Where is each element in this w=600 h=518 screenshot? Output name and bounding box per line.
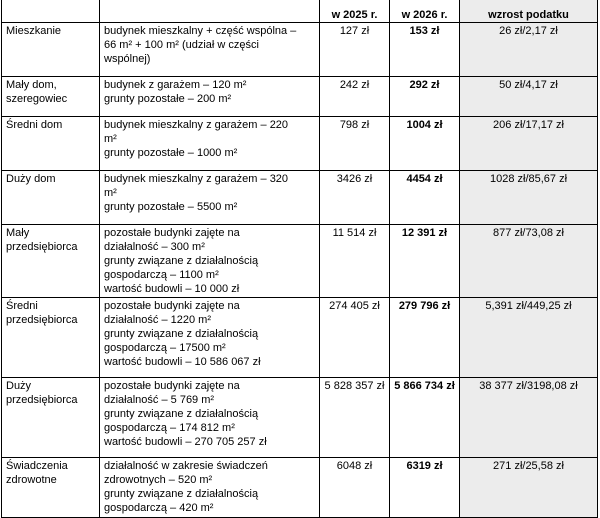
row-tax-2026: 1004 zł: [390, 117, 460, 171]
row-description: [100, 225, 320, 298]
row-description: [100, 378, 320, 458]
description-line: wartość budowli – 10 586 067 zł: [104, 356, 261, 368]
description-line: budynek mieszkalny + część wspólna –: [104, 25, 297, 37]
row-tax-2026: 6319 zł: [390, 458, 460, 518]
header-increase: wzrost podatku: [460, 0, 598, 23]
row-object-type: Średni przedsiębiorca: [2, 298, 100, 378]
table-row: [2, 23, 598, 77]
row-description: [100, 77, 320, 117]
row-object-type: Mieszkanie: [2, 23, 100, 77]
description-line: działalność – 5 769 m²: [104, 394, 215, 406]
description-line: pozostałe budynki zajęte na: [104, 300, 240, 312]
description-line: m²: [104, 187, 117, 199]
description-line: 66 m² + 100 m² (udział w części: [104, 39, 259, 51]
description-line: działalność – 300 m²: [104, 241, 205, 253]
description-line: wspólnej): [104, 53, 151, 65]
table-header-row: [2, 0, 598, 23]
row-tax-2025: 274 405 zł: [320, 298, 390, 378]
row-description: [100, 171, 320, 225]
description-line: grunty związane z działalnością: [104, 255, 259, 267]
row-description: [100, 117, 320, 171]
table-row: [2, 458, 598, 518]
row-tax-2026: 12 391 zł: [390, 225, 460, 298]
header-description: [100, 0, 320, 23]
row-tax-2026: 279 796 zł: [390, 298, 460, 378]
description-line: gospodarczą – 420 m²: [104, 502, 214, 514]
description-line: wartość budowli – 10 000 zł: [104, 283, 240, 295]
row-tax-2025: 5 828 357 zł: [320, 378, 390, 458]
description-line: budynek mieszkalny z garażem – 220: [104, 119, 289, 131]
row-description: [100, 23, 320, 77]
table-row: [2, 117, 598, 171]
description-line: gospodarczą – 17500 m²: [104, 342, 226, 354]
row-tax-increase: 877 zł/73,08 zł: [460, 225, 598, 298]
description-line: działalność – 1220 m²: [104, 314, 212, 326]
row-tax-2025: 242 zł: [320, 77, 390, 117]
row-object-type: Mały dom, szeregowiec: [2, 77, 100, 117]
row-tax-2025: 798 zł: [320, 117, 390, 171]
description-line: pozostałe budynki zajęte na: [104, 380, 240, 392]
description-line: budynek mieszkalny z garażem – 320: [104, 173, 289, 185]
description-line: wartość budowli – 270 705 257 zł: [104, 436, 267, 448]
description-line: m²: [104, 133, 117, 145]
row-tax-increase: 5,391 zł/449,25 zł: [460, 298, 598, 378]
header-2026: w 2026 r.: [390, 0, 460, 23]
description-line: budynek z garażem – 120 m²: [104, 79, 247, 91]
row-tax-increase: 206 zł/17,17 zł: [460, 117, 598, 171]
row-tax-increase: 271 zł/25,58 zł: [460, 458, 598, 518]
description-line: grunty związane z działalnością: [104, 328, 259, 340]
row-tax-increase: 50 zł/4,17 zł: [460, 77, 598, 117]
row-object-type: Świadczenia zdrowotne: [2, 458, 100, 518]
table-row: [2, 225, 598, 298]
description-line: grunty związane z działalnością: [104, 408, 259, 420]
tax-comparison-table: [1, 0, 598, 518]
row-tax-2026: 292 zł: [390, 77, 460, 117]
table-row: [2, 77, 598, 117]
description-line: zdrowotnych – 520 m²: [104, 474, 213, 486]
row-tax-2025: 6048 zł: [320, 458, 390, 518]
row-tax-increase: 1028 zł/85,67 zł: [460, 171, 598, 225]
description-line: grunty pozostałe – 1000 m²: [104, 147, 238, 159]
description-line: działalność w zakresie świadczeń: [104, 460, 268, 472]
description-line: pozostałe budynki zajęte na: [104, 227, 240, 239]
description-line: gospodarczą – 1100 m²: [104, 269, 219, 281]
header-2025: w 2025 r.: [320, 0, 390, 23]
row-object-type: Duży przedsiębiorca: [2, 378, 100, 458]
row-description: [100, 298, 320, 378]
row-tax-increase: 38 377 zł/3198,08 zł: [460, 378, 598, 458]
row-tax-2026: 153 zł: [390, 23, 460, 77]
row-object-type: Duży dom: [2, 171, 100, 225]
description-line: gospodarczą – 174 812 m²: [104, 422, 235, 434]
description-line: grunty pozostałe – 5500 m²: [104, 201, 238, 213]
table-row: [2, 378, 598, 458]
table-row: [2, 298, 598, 378]
row-tax-2026: 4454 zł: [390, 171, 460, 225]
description-line: grunty związane z działalnością: [104, 488, 259, 500]
row-tax-2025: 127 zł: [320, 23, 390, 77]
row-description: [100, 458, 320, 518]
row-tax-2025: 11 514 zł: [320, 225, 390, 298]
row-tax-2025: 3426 zł: [320, 171, 390, 225]
table-row: [2, 171, 598, 225]
row-tax-increase: 26 zł/2,17 zł: [460, 23, 598, 77]
header-object-type: [2, 0, 100, 23]
description-line: grunty pozostałe – 200 m²: [104, 93, 232, 105]
row-object-type: Mały przedsiębiorca: [2, 225, 100, 298]
row-object-type: Średni dom: [2, 117, 100, 171]
row-tax-2026: 5 866 734 zł: [390, 378, 460, 458]
